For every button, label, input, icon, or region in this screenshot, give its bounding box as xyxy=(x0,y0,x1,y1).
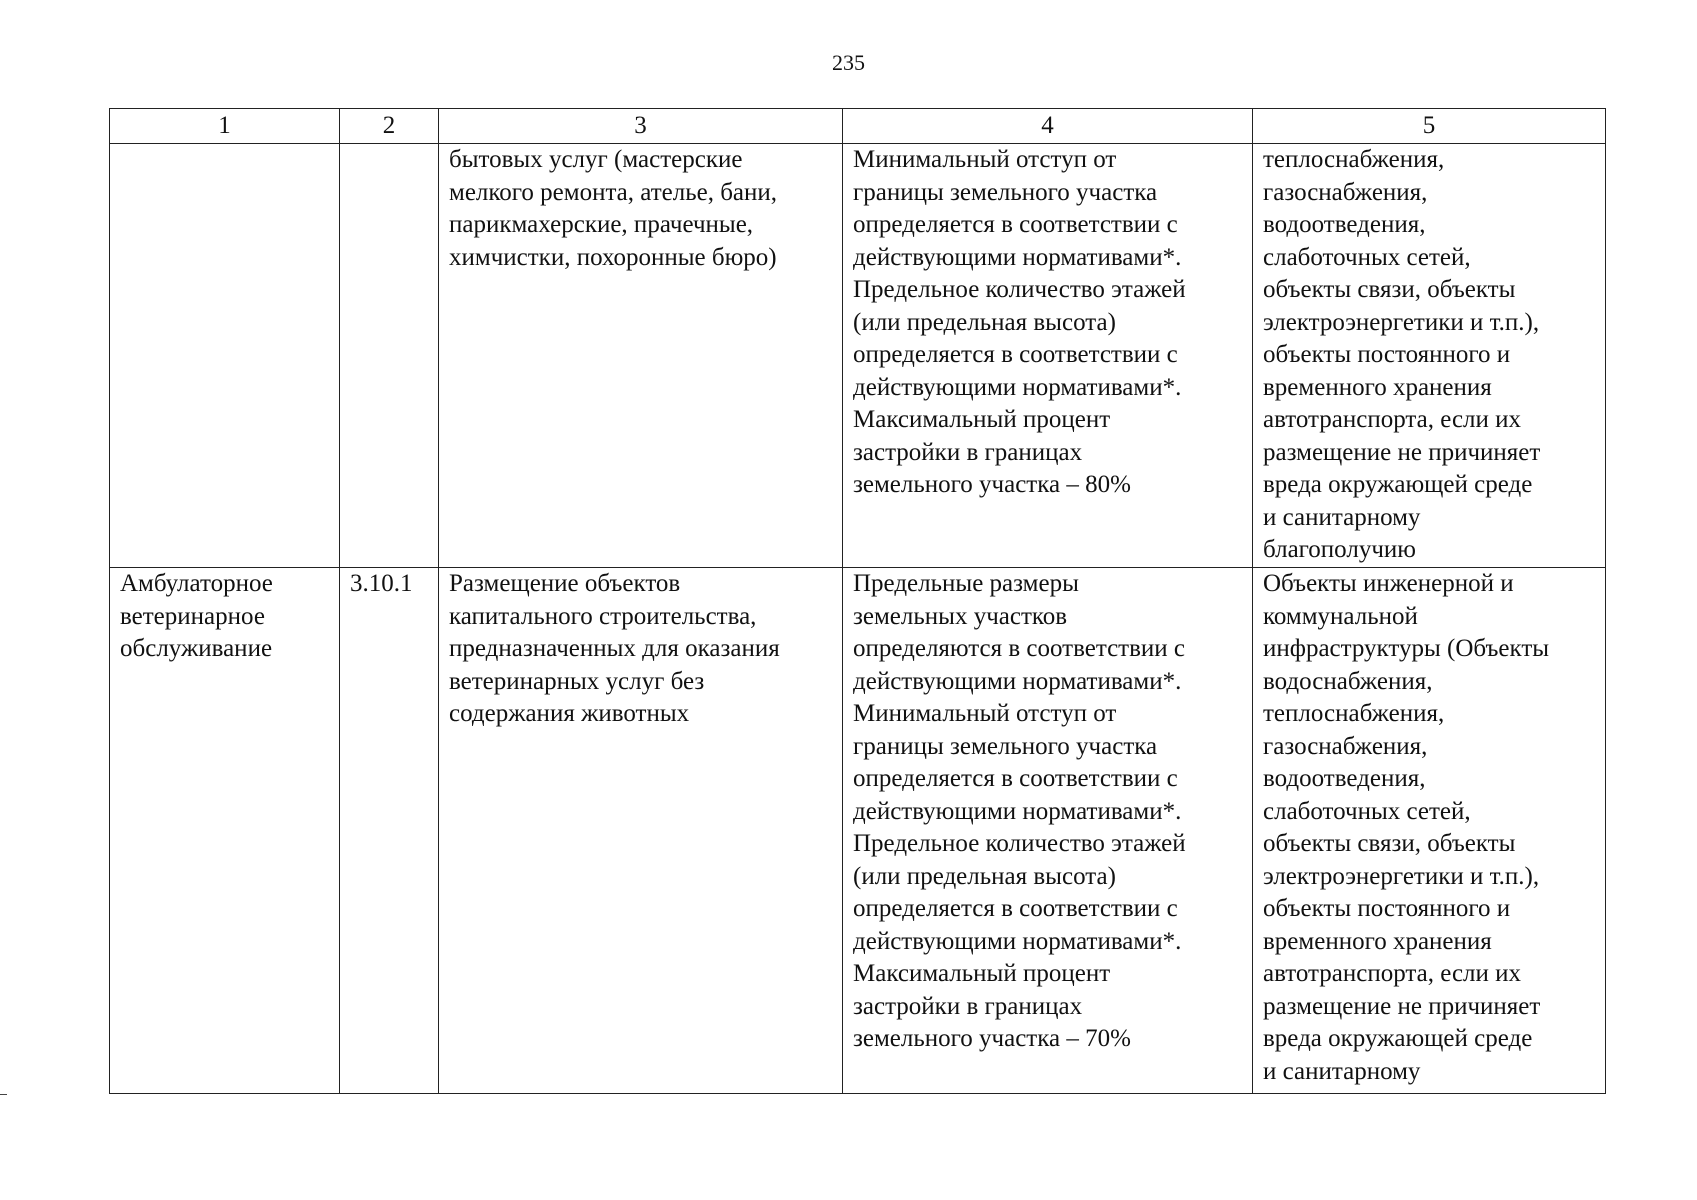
use-description-cell xyxy=(439,144,843,568)
auxiliary-use-text: Объекты инженерной и коммунальной инфраструктуры (Объекты водоснабжения, теплоснабжения, газоснабжения, водоотведения, слаботочных сетей, объекты связи, объекты электроэнергетики и т.п.), объекты постоянного и временного хранения автотранспорта, если их размещение не причиняет вреда окружающей среде и санитарному xyxy=(1263,570,1550,1085)
use-name-cell xyxy=(110,568,340,1094)
use-name-text: Амбулаторное ветеринарное обслуживание xyxy=(120,570,273,662)
column-header-2: 2 xyxy=(340,109,439,144)
use-code-text: 3.10.1 xyxy=(350,570,413,597)
parameters-cell xyxy=(843,568,1253,1094)
column-header-1: 1 xyxy=(110,109,340,144)
table-row xyxy=(110,144,1606,568)
column-header-5: 5 xyxy=(1253,109,1606,144)
use-name-cell xyxy=(110,144,340,568)
column-header-4: 4 xyxy=(843,109,1253,144)
auxiliary-use-text: теплоснабжения, газоснабжения, водоотведения, слаботочных сетей, объекты связи, объекты электроэнергетики и т.п.), объекты постоянного и временного хранения автотранспорта, если их размещение не причиняет вреда окружающей среде и санитарному благополучию xyxy=(1263,146,1541,563)
use-description-text: Размещение объектов капитального строительства, предназначенных для оказания ветеринарных услуг без содержания животных xyxy=(449,570,780,727)
margin-mark xyxy=(0,1094,7,1095)
use-description-text: бытовых услуг (мастерские мелкого ремонта, ателье, бани, парикмахерские, прачечные, химчистки, похоронные бюро) xyxy=(449,146,778,271)
zoning-table xyxy=(109,108,1606,1094)
page-number: 235 xyxy=(832,50,865,75)
use-code-cell xyxy=(340,568,439,1094)
use-description-cell xyxy=(439,568,843,1094)
parameters-text: Минимальный отступ от границы земельного участка определяется в соответствии с действующими нормативами*. Предельное количество этажей (или предельная высота) определяется в соответствии с действующими нормативами*. Максимальный процент застройки в границах земельного участка – 80% xyxy=(853,146,1186,498)
parameters-cell xyxy=(843,144,1253,568)
auxiliary-use-cell xyxy=(1253,568,1606,1094)
column-header-3: 3 xyxy=(439,109,843,144)
parameters-text: Предельные размеры земельных участков определяются в соответствии с действующими нормативами*. Минимальный отступ от границы земельного участка определяется в соответствии с действующими нормативами*. Предельное количество этажей (или предельная высота) определяется в соответствии с действующими нормативами*. Максимальный процент застройки в границах земельного участка – 70% xyxy=(853,570,1186,1052)
auxiliary-use-cell xyxy=(1253,144,1606,568)
table-row xyxy=(110,568,1606,1094)
header-row xyxy=(110,109,1606,144)
use-code-cell xyxy=(340,144,439,568)
